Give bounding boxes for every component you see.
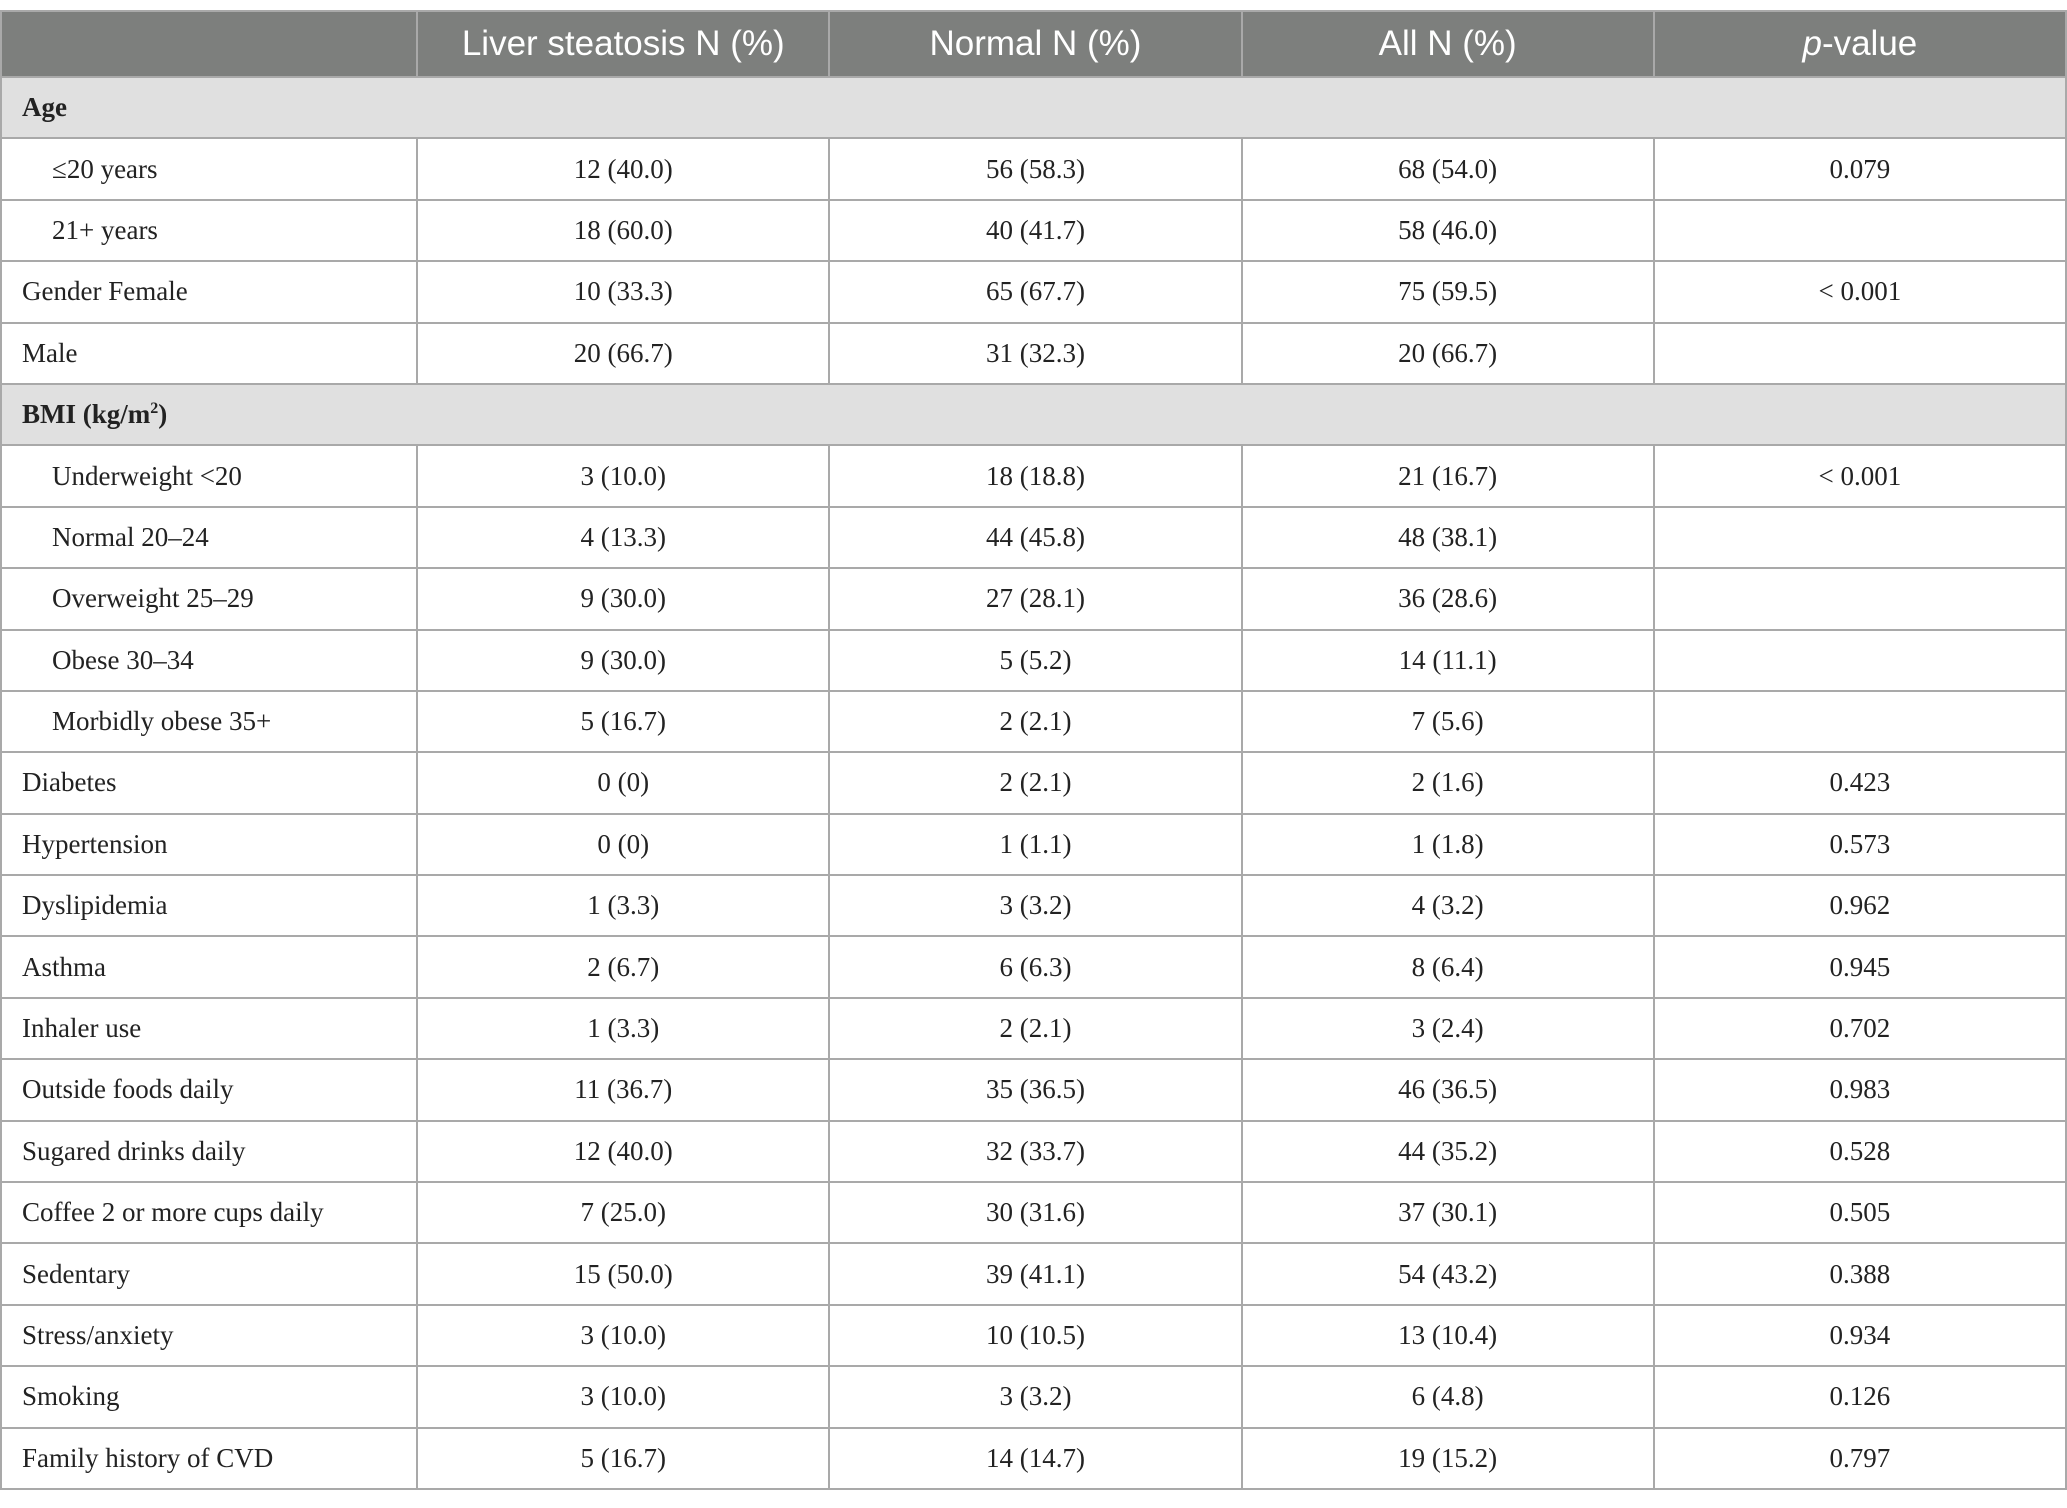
table-row [1,1305,2066,1366]
all-cell: 46 (36.5) [1242,1059,1654,1120]
normal-cell: 5 (5.2) [829,630,1241,691]
liver-steatosis-cell: 5 (16.7) [417,691,829,752]
all-cell: 54 (43.2) [1242,1243,1654,1304]
header-cell-variable [1,11,417,77]
liver-steatosis-cell: 1 (3.3) [417,875,829,936]
p-value-cell: 0.528 [1654,1121,2066,1182]
row-label: Outside foods daily [1,1059,417,1120]
row-label: Hypertension [1,814,417,875]
p-value-cell: 0.573 [1654,814,2066,875]
normal-cell: 40 (41.7) [829,200,1241,261]
p-value-cell: 0.702 [1654,998,2066,1059]
table-row [1,507,2066,568]
row-label: Diabetes [1,752,417,813]
liver-steatosis-cell: 1 (3.3) [417,998,829,1059]
p-value-cell [1654,630,2066,691]
row-label: Inhaler use [1,998,417,1059]
table-row [1,691,2066,752]
p-value-cell: 0.934 [1654,1305,2066,1366]
header-cell-liver-steatosis: Liver steatosis N (%) [417,11,829,77]
group-label [1,384,2066,445]
all-cell: 44 (35.2) [1242,1121,1654,1182]
group-label-end: ) [158,399,168,430]
normal-cell: 10 (10.5) [829,1305,1241,1366]
p-italic: p [1802,24,1822,63]
liver-steatosis-cell: 3 (10.0) [417,445,829,506]
normal-cell: 18 (18.8) [829,445,1241,506]
all-cell: 3 (2.4) [1242,998,1654,1059]
p-value-cell: 0.962 [1654,875,2066,936]
row-label: Dyslipidemia [1,875,417,936]
liver-steatosis-cell: 18 (60.0) [417,200,829,261]
table-row [1,936,2066,997]
table-row [1,1428,2066,1489]
liver-steatosis-cell: 12 (40.0) [417,138,829,199]
all-cell: 13 (10.4) [1242,1305,1654,1366]
row-label: Gender Female [1,261,417,322]
p-value-cell: 0.945 [1654,936,2066,997]
normal-cell: 30 (31.6) [829,1182,1241,1243]
all-cell: 21 (16.7) [1242,445,1654,506]
p-value-cell: 0.983 [1654,1059,2066,1120]
row-label: Normal 20–24 [1,507,417,568]
liver-steatosis-cell: 15 (50.0) [417,1243,829,1304]
all-cell: 48 (38.1) [1242,507,1654,568]
table-row [1,1121,2066,1182]
row-label: Coffee 2 or more cups daily [1,1182,417,1243]
group-label-text: BMI (kg/m [22,399,151,430]
table-row [1,752,2066,813]
p-value-cell: < 0.001 [1654,445,2066,506]
liver-steatosis-cell: 10 (33.3) [417,261,829,322]
liver-steatosis-cell: 5 (16.7) [417,1428,829,1489]
p-value-cell [1654,691,2066,752]
table-row [1,138,2066,199]
p-value-cell: 0.079 [1654,138,2066,199]
liver-steatosis-cell: 11 (36.7) [417,1059,829,1120]
normal-cell: 14 (14.7) [829,1428,1241,1489]
normal-cell: 31 (32.3) [829,323,1241,384]
all-cell: 20 (66.7) [1242,323,1654,384]
p-value-cell: 0.423 [1654,752,2066,813]
liver-steatosis-cell: 9 (30.0) [417,568,829,629]
group-header-row [1,384,2066,445]
all-cell: 7 (5.6) [1242,691,1654,752]
header-cell-normal: Normal N (%) [829,11,1241,77]
normal-cell: 6 (6.3) [829,936,1241,997]
group-header-row [1,77,2066,138]
row-label: Family history of CVD [1,1428,417,1489]
liver-steatosis-cell: 0 (0) [417,752,829,813]
p-value-cell [1654,200,2066,261]
liver-steatosis-cell: 3 (10.0) [417,1305,829,1366]
liver-steatosis-cell: 3 (10.0) [417,1366,829,1427]
p-value-cell [1654,323,2066,384]
data-table [0,10,2067,1490]
normal-cell: 27 (28.1) [829,568,1241,629]
row-label: Obese 30–34 [1,630,417,691]
normal-cell: 39 (41.1) [829,1243,1241,1304]
normal-cell: 32 (33.7) [829,1121,1241,1182]
table-row [1,1243,2066,1304]
liver-steatosis-cell: 7 (25.0) [417,1182,829,1243]
normal-cell: 2 (2.1) [829,998,1241,1059]
table-row [1,1182,2066,1243]
row-label: Smoking [1,1366,417,1427]
group-label-text: Age [22,92,67,123]
liver-steatosis-cell: 2 (6.7) [417,936,829,997]
header-cell-all: All N (%) [1242,11,1654,77]
table-row [1,814,2066,875]
p-value-cell [1654,568,2066,629]
table-row [1,1059,2066,1120]
table-row [1,875,2066,936]
row-label: ≤20 years [1,138,417,199]
normal-cell: 3 (3.2) [829,1366,1241,1427]
p-value-cell: 0.505 [1654,1182,2066,1243]
normal-cell: 3 (3.2) [829,875,1241,936]
normal-cell: 44 (45.8) [829,507,1241,568]
header-row [1,11,2066,77]
row-label: Asthma [1,936,417,997]
liver-steatosis-cell: 0 (0) [417,814,829,875]
p-value-cell: 0.388 [1654,1243,2066,1304]
group-label-superscript: 2 [150,400,159,418]
liver-steatosis-cell: 4 (13.3) [417,507,829,568]
liver-steatosis-cell: 9 (30.0) [417,630,829,691]
all-cell: 6 (4.8) [1242,1366,1654,1427]
normal-cell: 65 (67.7) [829,261,1241,322]
p-value-cell [1654,507,2066,568]
header-cell-p-value [1654,11,2066,77]
row-label: Male [1,323,417,384]
table-row [1,445,2066,506]
row-label: Underweight <20 [1,445,417,506]
normal-cell: 56 (58.3) [829,138,1241,199]
table-row [1,1366,2066,1427]
group-label [1,77,2066,138]
all-cell: 1 (1.8) [1242,814,1654,875]
all-cell: 19 (15.2) [1242,1428,1654,1489]
p-value-cell: 0.797 [1654,1428,2066,1489]
table-row [1,998,2066,1059]
row-label: Sugared drinks daily [1,1121,417,1182]
table-row [1,630,2066,691]
all-cell: 37 (30.1) [1242,1182,1654,1243]
liver-steatosis-cell: 20 (66.7) [417,323,829,384]
normal-cell: 1 (1.1) [829,814,1241,875]
normal-cell: 35 (36.5) [829,1059,1241,1120]
all-cell: 8 (6.4) [1242,936,1654,997]
p-suffix: -value [1821,24,1918,63]
all-cell: 2 (1.6) [1242,752,1654,813]
table-row [1,200,2066,261]
row-label: Stress/anxiety [1,1305,417,1366]
all-cell: 68 (54.0) [1242,138,1654,199]
normal-cell: 2 (2.1) [829,752,1241,813]
p-value-cell: < 0.001 [1654,261,2066,322]
row-label: Overweight 25–29 [1,568,417,629]
row-label: Morbidly obese 35+ [1,691,417,752]
table-row [1,323,2066,384]
all-cell: 75 (59.5) [1242,261,1654,322]
row-label: 21+ years [1,200,417,261]
p-value-cell: 0.126 [1654,1366,2066,1427]
all-cell: 4 (3.2) [1242,875,1654,936]
all-cell: 36 (28.6) [1242,568,1654,629]
normal-cell: 2 (2.1) [829,691,1241,752]
row-label: Sedentary [1,1243,417,1304]
all-cell: 58 (46.0) [1242,200,1654,261]
liver-steatosis-cell: 12 (40.0) [417,1121,829,1182]
all-cell: 14 (11.1) [1242,630,1654,691]
table-row [1,261,2066,322]
table-row [1,568,2066,629]
